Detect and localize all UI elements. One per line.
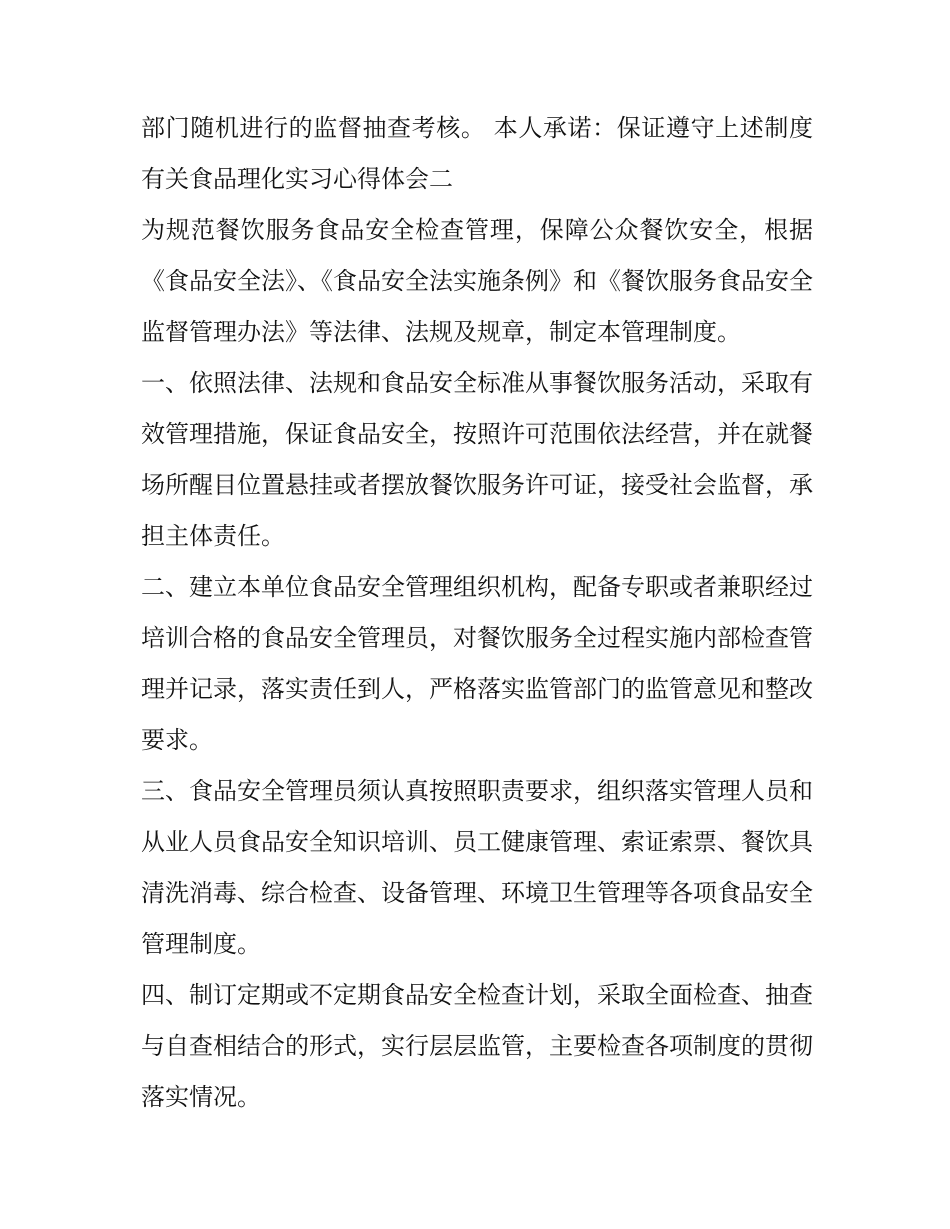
paragraph-purpose: 为规范餐饮服务食品安全检查管理，保障公众餐饮安全，根据《食品安全法》、《食品安全法实施条例》和《餐饮服务食品安全监督管理办法》等法律、法规及规章，制定本管理制度。 bbox=[141, 216, 813, 346]
document-body bbox=[141, 103, 813, 1123]
paragraph-item-3: 三、食品安全管理员须认真按照职责要求，组织落实管理人员和从业人员食品安全知识培训、员工健康管理、索证索票、餐饮具清洗消毒、综合检查、设备管理、环境卫生管理等各项食品安全管理制度。 bbox=[141, 777, 813, 958]
paragraph-item-1: 一、依照法律、法规和食品安全标准从事餐饮服务活动，采取有效管理措施，保证食品安全，按照许可范围依法经营，并在就餐场所醒目位置悬挂或者摆放餐饮服务许可证，接受社会监督，承担主体责任。 bbox=[141, 369, 813, 550]
paragraph-item-4: 四、制订定期或不定期食品安全检查计划，采取全面检查、抽查与自查相结合的形式，实行层层监管，主要检查各项制度的贯彻落实情况。 bbox=[141, 981, 813, 1111]
paragraph-item-2: 二、建立本单位食品安全管理组织机构，配备专职或者兼职经过培训合格的食品安全管理员，对餐饮服务全过程实施内部检查管理并记录，落实责任到人，严格落实监管部门的监管意见和整改要求。 bbox=[141, 573, 813, 754]
paragraph-intro: 部门随机进行的监督抽查考核。 本人承诺：保证遵守上述制度 有关食品理化实习心得体会二 bbox=[141, 114, 813, 193]
